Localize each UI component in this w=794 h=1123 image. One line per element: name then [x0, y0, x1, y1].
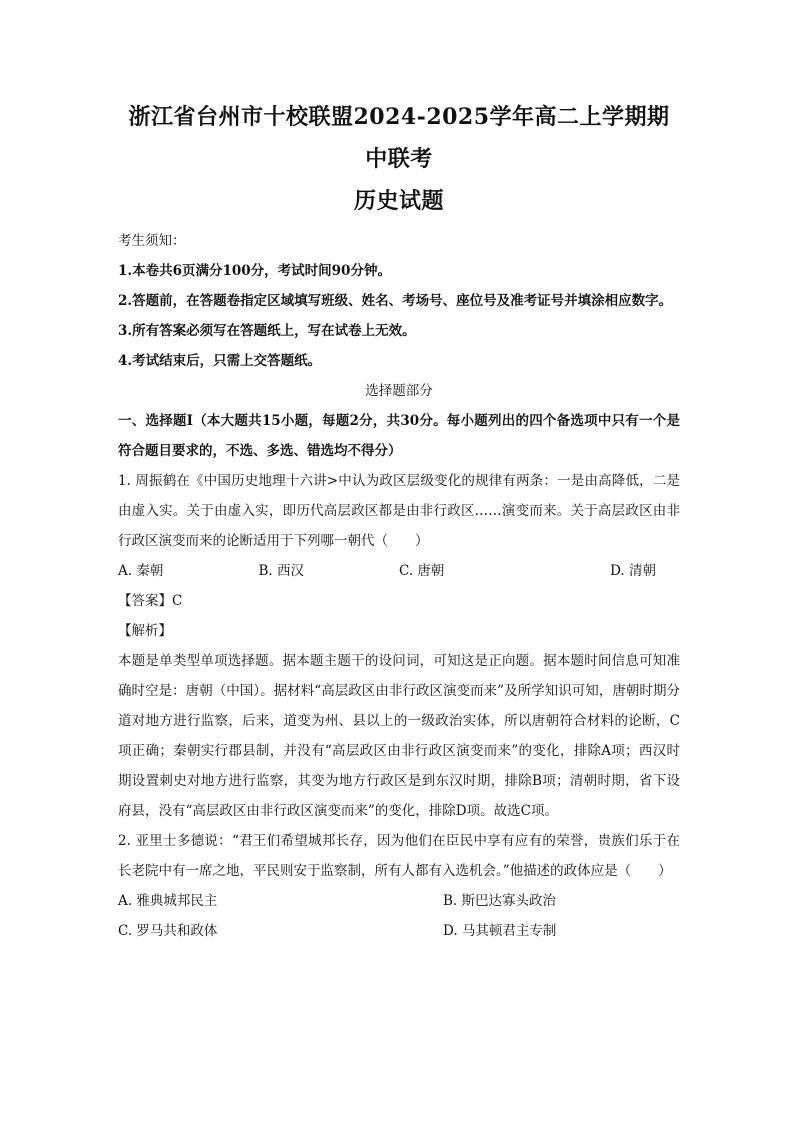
notice-item-1: 1.本卷共6页满分100分，考试时间90分钟。 — [118, 263, 391, 279]
question-1-analysis: 本题是单类型单项选择题。据本题主题干的设问词，可知这是正向题。据本题时间信息可知准确时空是：唐朝（中国）。据材料“高层政区由非行政区演变而来”及所学知识可知，唐朝时期分道对地方进行监察，后来，道变为州、县以上的一级政治实体，所以唐朝符合材料的论断，C项正确；秦朝实行郡县制，并没有“高层政区由非行政区演变而来”的变化，排除A项；西汉时期设置刺史对地方进行监察，其变为地方行政区是到东汉时期，排除B项；清朝时期，省下设府县，没有“高层政区由非行政区演变而来”的变化，排除D项。故选C项。 — [118, 653, 680, 819]
question-2-option-a: A. 雅典城邦民主 — [118, 893, 218, 909]
notice-heading: 考生须知： — [118, 233, 186, 249]
exam-title-line2: 历史试题 — [353, 188, 444, 214]
notice-item-2: 2.答题前，在答题卷指定区域填写班级、姓名、考场号、座位号及准考证号并填涂相应数字。 — [118, 293, 673, 309]
question-2-option-c: C. 罗马共和政体 — [118, 923, 218, 939]
question-1-options — [118, 556, 680, 586]
question-1-stem: 1. 周振鹤在《中国历史地理十六讲>中认为政区层级变化的规律有两条：一是由高降低，二是由虚入实。关于由虚入实，即历代高层政区都是由非行政区……演变而来。关于高层政区由非行政区演变而来的论断适用于下列哪一朝代（ ） — [118, 473, 680, 549]
question-2-option-d: D. 马其顿君主专制 — [443, 923, 557, 939]
exam-page — [118, 96, 680, 946]
question-1-option-d: D. 清朝 — [610, 563, 656, 579]
question-2-option-b: B. 斯巴达寡头政治 — [443, 893, 557, 909]
question-1-answer: 【答案】C — [118, 593, 183, 609]
part-instruction: 一、选择题Ⅰ（本大题共15小题，每题2分，共30分。每小题列出的四个备选项中只有一个是符合题目要求的，不选、多选、错选均不得分） — [118, 413, 680, 459]
question-2-options-row-2 — [118, 916, 680, 946]
exam-title-line1: 浙江省台州市十校联盟2024-2025学年高二上学期期中联考 — [128, 104, 670, 172]
notice-item-3: 3.所有答案必须写在答题纸上，写在试卷上无效。 — [118, 323, 416, 339]
section-title: 选择题部分 — [365, 383, 433, 399]
notice-item-4: 4.考试结束后，只需上交答题纸。 — [118, 353, 322, 369]
question-2-stem: 2. 亚里士多德说：“君王们希望城邦长存，因为他们在臣民中享有应有的荣誉，贵族们乐于在长老院中有一席之地，平民则安于监察制，所有人都有入选机会。”他描述的政体应是（ ） — [118, 833, 680, 879]
question-1-analysis-label: 【解析】 — [118, 623, 172, 639]
question-1-option-a: A. 秦朝 — [118, 563, 164, 579]
question-2-options-row-1 — [118, 886, 680, 916]
question-1-option-c: C. 唐朝 — [399, 563, 445, 579]
question-1-option-b: B. 西汉 — [258, 563, 305, 579]
